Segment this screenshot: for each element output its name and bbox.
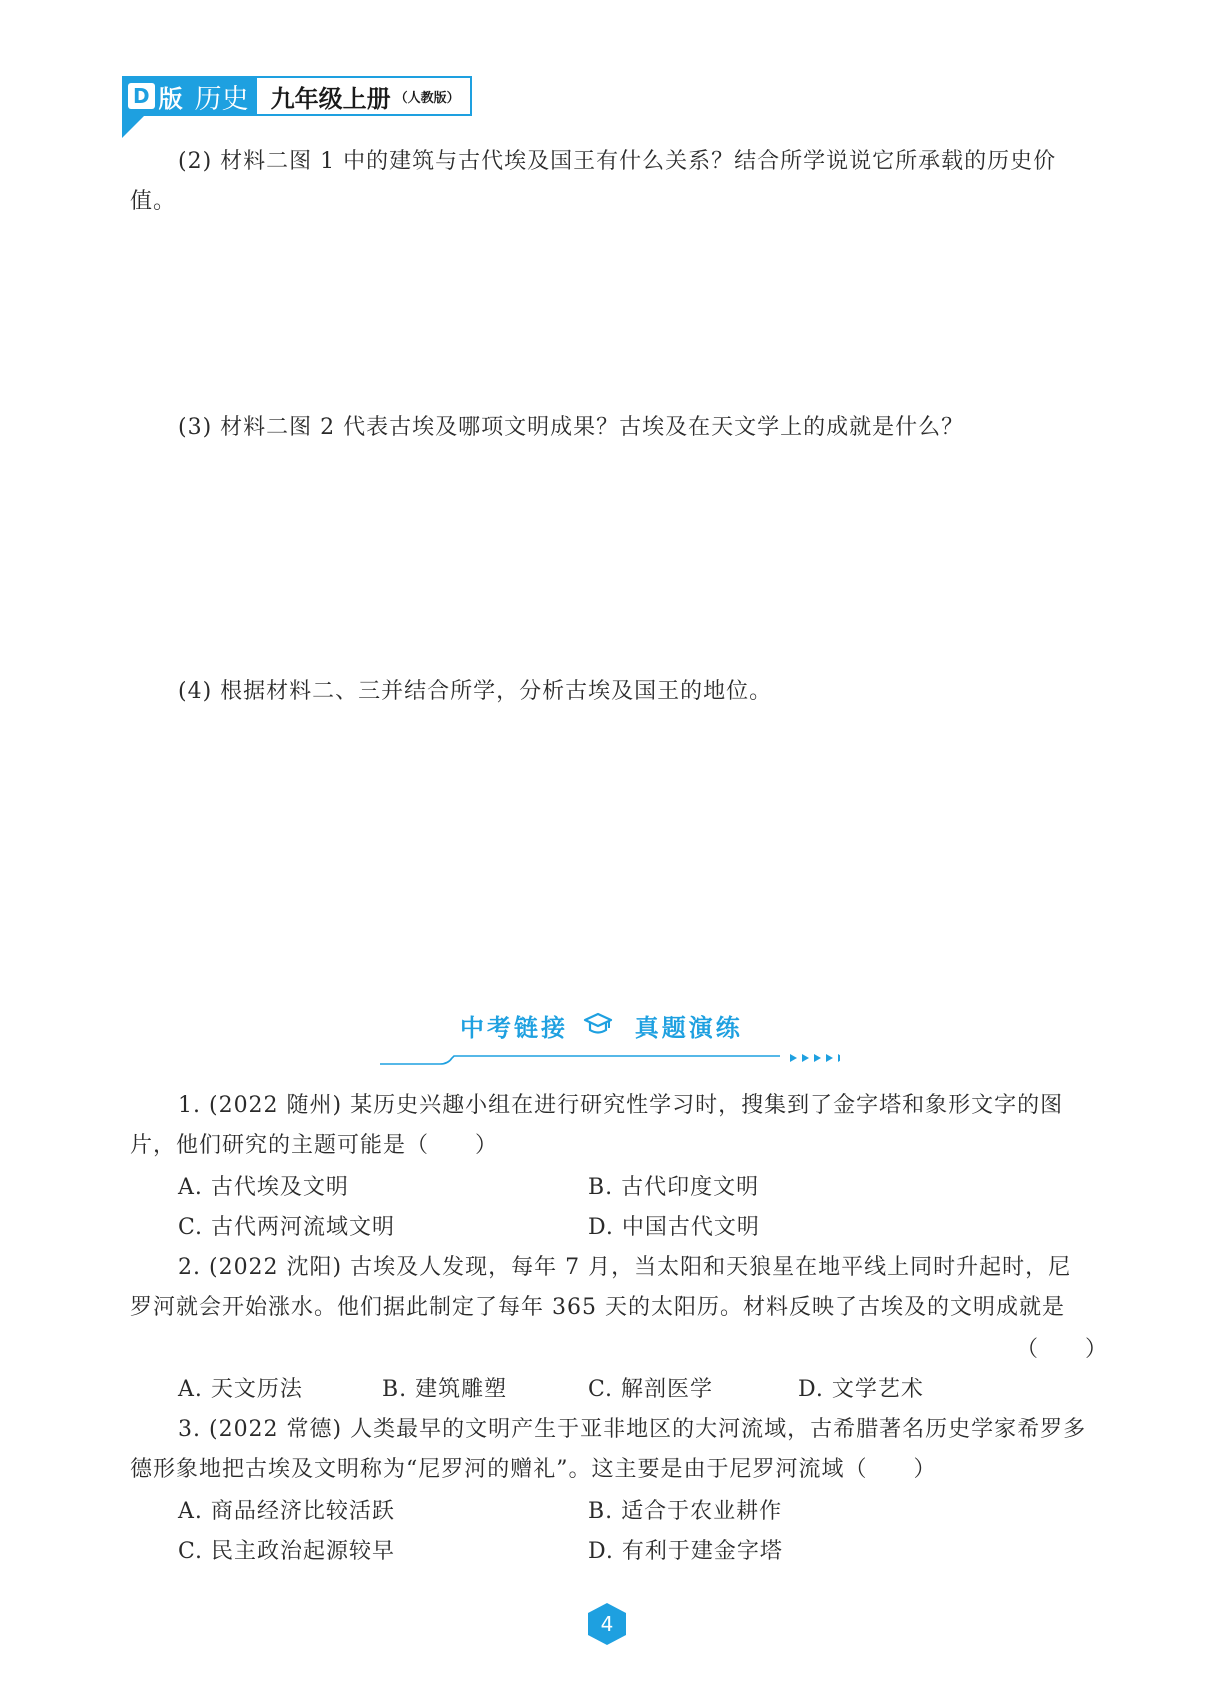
graduation-cap-icon	[583, 1011, 613, 1047]
mcq-1-option-a: A. 古代埃及文明	[178, 1175, 349, 1200]
mcq-3-option-d: D. 有利于建金字塔	[588, 1539, 783, 1564]
mcq-3-option-b: B. 适合于农业耕作	[588, 1499, 783, 1524]
mcq-2-option-c: C. 解剖医学	[588, 1377, 714, 1402]
question-2: (2) 材料二图 1 中的建筑与古代埃及国王有什么关系？结合所学说说它所承载的历史价值。	[130, 149, 1057, 214]
grade-label: 九年级上册	[270, 83, 391, 113]
section-title	[460, 1010, 743, 1047]
mcq-3-stem: 3. (2022 常德) 人类最早的文明产生于亚非地区的大河流域，古希腊著名历史学家希罗多德形象地把古埃及文明称为“尼罗河的赠礼”。这主要是由于尼罗河流域（ ）	[130, 1417, 1087, 1482]
mcq-2-option-b: B. 建筑雕塑	[382, 1377, 508, 1402]
header-subject-badge	[122, 76, 257, 116]
edition-letter: D	[128, 83, 155, 109]
book-header	[122, 76, 472, 116]
section-title-right: 真题演练	[634, 1014, 743, 1042]
edition-suffix: 版	[158, 84, 183, 113]
page-number: 4	[600, 1612, 614, 1636]
section-title-left: 中考链接	[460, 1014, 568, 1042]
header-grade-box	[257, 76, 472, 116]
mcq-2-answer-bracket: （ ）	[1016, 1337, 1109, 1362]
header-corner-decoration	[122, 116, 144, 138]
question-4: (4) 根据材料二、三并结合所学，分析古埃及国王的地位。	[178, 679, 773, 704]
mcq-2-option-d: D. 文学艺术	[798, 1377, 924, 1402]
mcq-3-option-c: C. 民主政治起源较早	[178, 1539, 396, 1564]
mcq-1-option-b: B. 古代印度文明	[588, 1175, 760, 1200]
mcq-1-option-c: C. 古代两河流域文明	[178, 1215, 396, 1240]
question-3: (3) 材料二图 2 代表古埃及哪项文明成果？古埃及在天文学上的成就是什么？	[178, 415, 965, 440]
edition-label: （人教版）	[394, 90, 460, 106]
mcq-2-stem: 2. (2022 沈阳) 古埃及人发现，每年 7 月，当太阳和天狼星在地平线上同时升起时，尼罗河就会开始涨水。他们据此制定了每年 365 天的太阳历。材料反映了古埃及的文明成就是	[130, 1255, 1072, 1320]
mcq-2-option-a: A. 天文历法	[178, 1377, 303, 1402]
mcq-3-option-a: A. 商品经济比较活跃	[178, 1499, 395, 1524]
mcq-1-option-d: D. 中国古代文明	[588, 1215, 760, 1240]
mcq-1-stem: 1. (2022 随州) 某历史兴趣小组在进行研究性学习时，搜集到了金字塔和象形文字的图片，他们研究的主题可能是（ ）	[130, 1093, 1064, 1158]
subject-label: 历史	[194, 83, 249, 115]
section-banner	[380, 1010, 840, 1070]
banner-underline	[380, 1054, 840, 1068]
